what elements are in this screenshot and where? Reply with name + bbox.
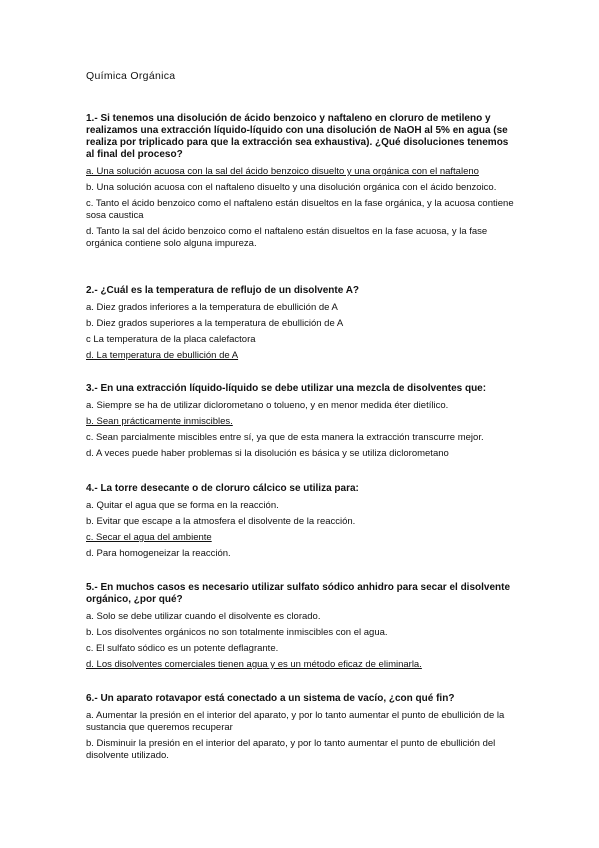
option-d: d. La temperatura de ebullición de A — [86, 350, 239, 361]
option-d: d. Los disolventes comerciales tienen agua y es un método eficaz de eliminarla. — [86, 659, 422, 670]
option-a: a. Aumentar la presión en el interior del aparato, y por lo tanto aumentar el punto de ebullición de la sustancia que queremos recuperar — [86, 710, 505, 733]
option-c: c. Sean parcialmente miscibles entre sí, ya que de esta manera la extracción transcurre mejor. — [86, 432, 484, 443]
question-text: 5.- En muchos casos es necesario utilizar sulfato sódico anhidro para secar el disolvente orgánico, ¿por qué? — [86, 582, 511, 605]
option-a: a. Una solución acuosa con la sal del ácido benzoico disuelto y una orgánica con el naftaleno — [86, 166, 479, 177]
question-4 — [86, 483, 516, 564]
option-b: b. Una solución acuosa con el naftaleno disuelto y una disolución orgánica con el ácido benzoico. — [86, 182, 497, 193]
question-text: 6.- Un aparato rotavapor está conectado a un sistema de vacío, ¿con qué fin? — [86, 693, 455, 704]
question-5 — [86, 582, 516, 675]
option-c: c. El sulfato sódico es un potente deflagrante. — [86, 643, 279, 654]
option-c: c. Secar el agua del ambiente — [86, 532, 212, 543]
option-c: c. Tanto el ácido benzoico como el naftaleno están disueltos en la fase orgánica, y la acuosa contiene sosa caustica — [86, 198, 514, 221]
option-b: b. Sean prácticamente inmiscibles. — [86, 416, 233, 427]
option-b: b. Diez grados superiores a la temperatura de ebullición de A — [86, 318, 344, 329]
option-d: d. A veces puede haber problemas si la disolución es básica y se utiliza diclorometano — [86, 448, 449, 459]
question-2 — [86, 285, 516, 366]
option-a: a. Quitar el agua que se forma en la reacción. — [86, 500, 279, 511]
option-b: b. Disminuir la presión en el interior del aparato, y por lo tanto aumentar el punto de ebullición del disolvente utilizado. — [86, 738, 496, 761]
option-d: d. Tanto la sal del ácido benzoico como el naftaleno están disueltos en la fase acuosa, y la fase orgánica contiene solo alguna impureza. — [86, 226, 488, 249]
document-header: Química Orgánica — [86, 70, 176, 82]
option-c: c La temperatura de la placa calefactora — [86, 334, 256, 345]
option-b: b. Los disolventes orgánicos no son totalmente inmiscibles con el agua. — [86, 627, 388, 638]
option-a: a. Siempre se ha de utilizar diclorometano o tolueno, y en menor medida éter dietílico. — [86, 400, 449, 411]
question-text: 4.- La torre desecante o de cloruro cálcico se utiliza para: — [86, 483, 359, 494]
question-text: 1.- Si tenemos una disolución de ácido benzoico y naftaleno en cloruro de metileno y realizamos una extracción líquido-líquido con una disolución de NaOH al 5% en agua (se realiza por triplicado para que la extracción sea exhaustiva). ¿Qué disoluciones tenemos al final del proceso? — [86, 113, 509, 160]
question-text: 2.- ¿Cuál es la temperatura de reflujo de un disolvente A? — [86, 285, 360, 296]
question-1 — [86, 113, 516, 254]
option-b: b. Evitar que escape a la atmosfera el disolvente de la reacción. — [86, 516, 356, 527]
option-a: a. Diez grados inferiores a la temperatura de ebullición de A — [86, 302, 338, 313]
option-d: d. Para homogeneizar la reacción. — [86, 548, 231, 559]
question-text: 3.- En una extracción líquido-líquido se debe utilizar una mezcla de disolventes que: — [86, 383, 487, 394]
question-6 — [86, 693, 516, 766]
question-3 — [86, 383, 516, 464]
option-a: a. Solo se debe utilizar cuando el disolvente es clorado. — [86, 611, 321, 622]
